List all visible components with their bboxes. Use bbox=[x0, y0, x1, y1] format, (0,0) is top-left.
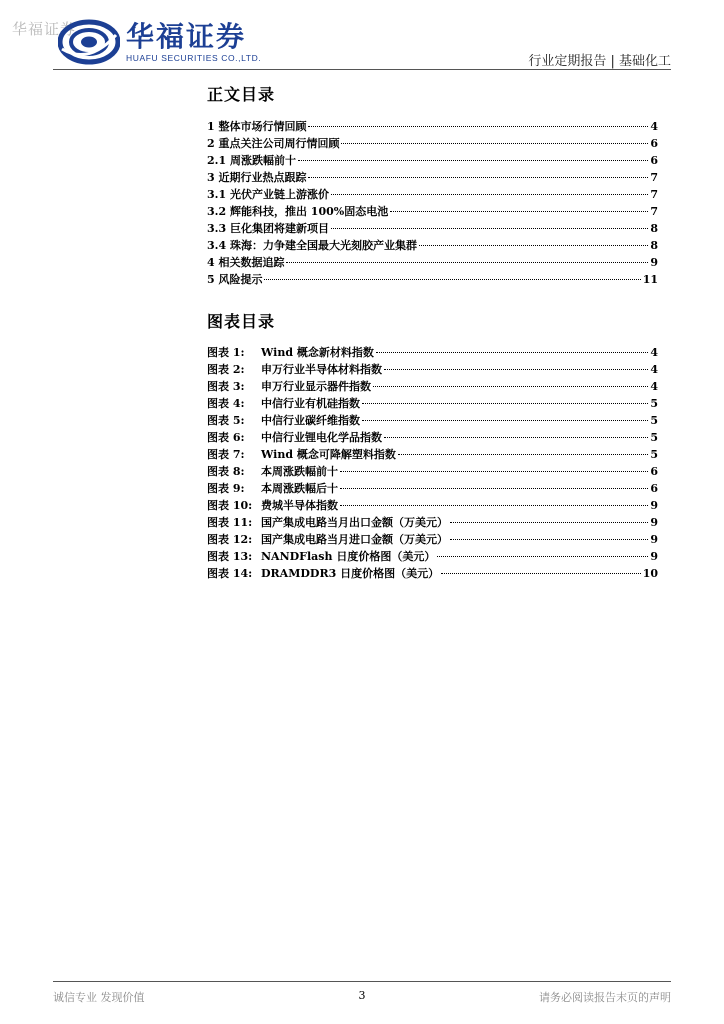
figure-label bbox=[207, 531, 448, 547]
toc-label: 3.1 光伏产业链上游涨价 bbox=[207, 188, 329, 201]
figure-title: Wind 概念可降解塑料指数 bbox=[261, 448, 396, 461]
toc-label: 3.4 珠海：力争建全国最大光刻胶产业集群 bbox=[207, 239, 417, 252]
toc-label: 3.2 辉能科技，推出 100%固态电池 bbox=[207, 205, 389, 218]
figure-entry[interactable] bbox=[207, 463, 658, 480]
dot-leader bbox=[398, 454, 648, 455]
figure-number: 图表 4: bbox=[207, 397, 245, 410]
dot-leader bbox=[450, 522, 648, 523]
page-ref: 4 bbox=[650, 346, 658, 359]
page-ref: 6 bbox=[650, 482, 658, 495]
figure-title: 中信行业有机硅指数 bbox=[261, 397, 360, 410]
toc-entry[interactable] bbox=[207, 118, 658, 135]
toc-entry[interactable] bbox=[207, 203, 658, 220]
figure-entry[interactable] bbox=[207, 412, 658, 429]
figure-label bbox=[207, 412, 360, 428]
page-ref: 4 bbox=[650, 363, 658, 376]
figure-title: 申万行业显示器件指数 bbox=[261, 380, 371, 393]
dot-leader bbox=[298, 160, 648, 161]
figure-entry[interactable] bbox=[207, 429, 658, 446]
dot-leader bbox=[340, 505, 648, 506]
figure-number: 图表 13: bbox=[207, 550, 253, 563]
header-divider bbox=[53, 69, 671, 70]
figure-number: 图表 7: bbox=[207, 448, 245, 461]
figure-entry[interactable] bbox=[207, 565, 658, 582]
footer-disclaimer: 请务必阅读报告末页的声明 bbox=[539, 991, 671, 1004]
figure-title: 本周涨跌幅后十 bbox=[261, 482, 338, 495]
dot-leader bbox=[331, 228, 648, 229]
page-ref: 5 bbox=[650, 414, 658, 427]
figure-title: DRAMDDR3 日度价格图（美元） bbox=[261, 567, 440, 580]
dot-leader bbox=[373, 386, 648, 387]
logo-emblem-icon bbox=[58, 19, 120, 65]
figure-label bbox=[207, 565, 439, 581]
page-ref: 5 bbox=[650, 397, 658, 410]
figure-label bbox=[207, 378, 371, 394]
page-ref: 9 bbox=[650, 256, 658, 269]
figure-label bbox=[207, 497, 338, 513]
figure-entry[interactable] bbox=[207, 480, 658, 497]
figure-number: 图表 3: bbox=[207, 380, 245, 393]
footer-slogan: 诚信专业 发现价值 bbox=[53, 991, 145, 1004]
page-ref: 8 bbox=[650, 239, 658, 252]
dot-leader bbox=[331, 194, 648, 195]
logo-name-cn: 华福证券 bbox=[126, 19, 247, 53]
page-ref: 6 bbox=[650, 465, 658, 478]
figure-label bbox=[207, 429, 382, 445]
dot-leader bbox=[264, 279, 640, 280]
figures-title: 图表目录 bbox=[207, 312, 276, 331]
dot-leader bbox=[450, 539, 648, 540]
dot-leader bbox=[340, 471, 648, 472]
dot-leader bbox=[362, 420, 648, 421]
toc-entry[interactable] bbox=[207, 135, 658, 152]
figure-entry[interactable] bbox=[207, 514, 658, 531]
figure-label bbox=[207, 480, 338, 496]
dot-leader bbox=[341, 143, 648, 144]
page-ref: 4 bbox=[650, 380, 658, 393]
figure-number: 图表 11: bbox=[207, 516, 253, 529]
dot-leader bbox=[308, 177, 648, 178]
figure-label bbox=[207, 395, 360, 411]
figure-title: Wind 概念新材料指数 bbox=[261, 346, 374, 359]
toc-entry[interactable] bbox=[207, 169, 658, 186]
page-ref: 5 bbox=[650, 448, 658, 461]
figure-label bbox=[207, 344, 374, 360]
figure-label bbox=[207, 548, 435, 564]
page-ref: 5 bbox=[650, 431, 658, 444]
figure-entry[interactable] bbox=[207, 344, 658, 361]
figure-number: 图表 2: bbox=[207, 363, 245, 376]
figure-number: 图表 1: bbox=[207, 346, 245, 359]
figure-label bbox=[207, 463, 338, 479]
toc-entry[interactable] bbox=[207, 254, 658, 271]
page-ref: 9 bbox=[650, 550, 658, 563]
figure-number: 图表 8: bbox=[207, 465, 245, 478]
toc-entry[interactable] bbox=[207, 237, 658, 254]
page-number: 3 bbox=[358, 989, 366, 1002]
figure-entry[interactable] bbox=[207, 446, 658, 463]
dot-leader bbox=[340, 488, 648, 489]
figure-number: 图表 10: bbox=[207, 499, 253, 512]
figure-title: 申万行业半导体材料指数 bbox=[261, 363, 382, 376]
page-ref: 6 bbox=[650, 137, 658, 150]
page-ref: 9 bbox=[650, 533, 658, 546]
figure-number: 图表 14: bbox=[207, 567, 253, 580]
figure-number: 图表 6: bbox=[207, 431, 245, 444]
figure-label bbox=[207, 446, 396, 462]
toc-label: 1 整体市场行情回顾 bbox=[207, 120, 307, 133]
figure-entry[interactable] bbox=[207, 378, 658, 395]
report-category: 行业定期报告 | 基础化工 bbox=[528, 54, 671, 69]
figure-title: 国产集成电路当月出口金额（万美元） bbox=[261, 516, 448, 529]
figure-title: 费城半导体指数 bbox=[261, 499, 338, 512]
toc-title: 正文目录 bbox=[207, 85, 276, 104]
dot-leader bbox=[384, 369, 648, 370]
dot-leader bbox=[419, 245, 648, 246]
dot-leader bbox=[376, 352, 648, 353]
page-ref: 4 bbox=[650, 120, 658, 133]
figure-entry[interactable] bbox=[207, 361, 658, 378]
figure-number: 图表 12: bbox=[207, 533, 253, 546]
figure-list bbox=[207, 344, 658, 582]
figure-label bbox=[207, 514, 448, 530]
figure-label bbox=[207, 361, 382, 377]
dot-leader bbox=[286, 262, 648, 263]
toc-entry[interactable] bbox=[207, 152, 658, 169]
page-ref: 7 bbox=[650, 171, 658, 184]
dot-leader bbox=[308, 126, 648, 127]
figure-title: 本周涨跌幅前十 bbox=[261, 465, 338, 478]
page-ref: 6 bbox=[650, 154, 658, 167]
dot-leader bbox=[437, 556, 648, 557]
toc-entry[interactable] bbox=[207, 186, 658, 203]
figure-entry[interactable] bbox=[207, 497, 658, 514]
footer-divider bbox=[53, 981, 671, 982]
dot-leader bbox=[384, 437, 648, 438]
toc-label: 3.3 巨化集团将建新项目 bbox=[207, 222, 329, 235]
page-ref: 9 bbox=[650, 516, 658, 529]
page-ref: 9 bbox=[650, 499, 658, 512]
figure-title: NANDFlash 日度价格图（美元） bbox=[261, 550, 436, 563]
toc-label: 4 相关数据追踪 bbox=[207, 256, 285, 269]
dot-leader bbox=[362, 403, 648, 404]
toc-entry[interactable] bbox=[207, 220, 658, 237]
toc-label: 2 重点关注公司周行情回顾 bbox=[207, 137, 340, 150]
figure-entry[interactable] bbox=[207, 395, 658, 412]
watermark-text: 华福证券 bbox=[12, 20, 77, 38]
page-ref: 7 bbox=[650, 205, 658, 218]
logo-name-en: HUAFU SECURITIES CO.,LTD. bbox=[126, 52, 262, 63]
toc-list bbox=[207, 118, 658, 288]
dot-leader bbox=[441, 573, 641, 574]
dot-leader bbox=[390, 211, 648, 212]
toc-label: 2.1 周涨跌幅前十 bbox=[207, 154, 296, 167]
figure-title: 中信行业锂电化学品指数 bbox=[261, 431, 382, 444]
figure-entry[interactable] bbox=[207, 548, 658, 565]
figure-number: 图表 9: bbox=[207, 482, 245, 495]
figure-entry[interactable] bbox=[207, 531, 658, 548]
page-ref: 10 bbox=[642, 567, 658, 580]
figure-title: 国产集成电路当月进口金额（万美元） bbox=[261, 533, 448, 546]
figure-title: 中信行业碳纤维指数 bbox=[261, 414, 360, 427]
toc-label: 3 近期行业热点跟踪 bbox=[207, 171, 307, 184]
toc-label: 5 风险提示 bbox=[207, 273, 263, 286]
figure-number: 图表 5: bbox=[207, 414, 245, 427]
page-ref: 11 bbox=[642, 273, 658, 286]
company-logo bbox=[58, 16, 261, 68]
page-ref: 8 bbox=[650, 222, 658, 235]
toc-entry[interactable] bbox=[207, 271, 658, 288]
page-ref: 7 bbox=[650, 188, 658, 201]
